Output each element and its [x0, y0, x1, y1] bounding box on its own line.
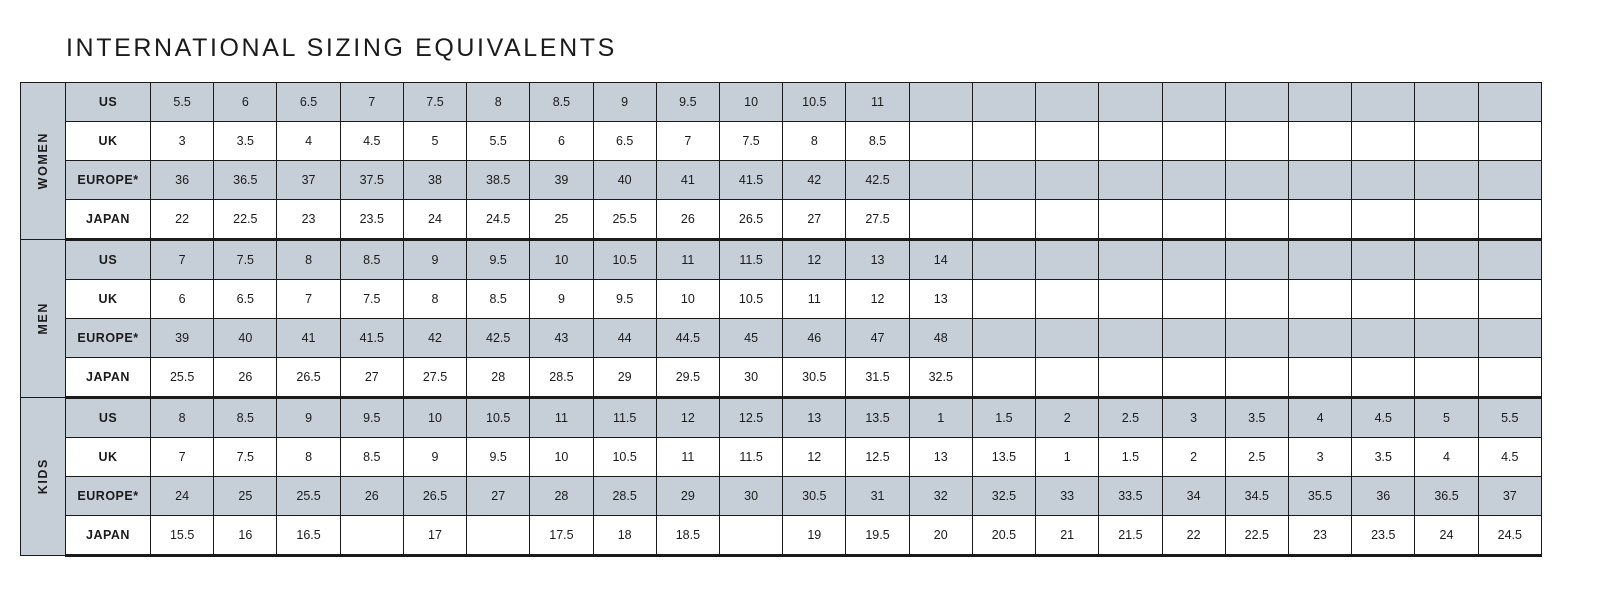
size-cell: 24 — [151, 477, 214, 516]
size-cell — [1036, 358, 1099, 398]
size-cell — [1415, 240, 1478, 280]
size-cell: 41.5 — [719, 161, 782, 200]
size-cell: 28.5 — [593, 477, 656, 516]
size-cell: 45 — [719, 319, 782, 358]
size-cell: 27 — [783, 200, 846, 240]
size-cell: 44 — [593, 319, 656, 358]
size-cell — [1162, 358, 1225, 398]
size-cell: 39 — [151, 319, 214, 358]
size-cell: 4.5 — [1478, 438, 1541, 477]
size-cell: 8.5 — [846, 122, 909, 161]
size-cell: 42.5 — [467, 319, 530, 358]
size-cell: 5.5 — [151, 83, 214, 122]
size-cell: 9.5 — [593, 280, 656, 319]
size-cell: 5 — [403, 122, 466, 161]
row-header-uk: UK — [66, 122, 151, 161]
row-header-japan: JAPAN — [66, 358, 151, 398]
size-cell: 5.5 — [1478, 398, 1541, 438]
size-cell: 13 — [846, 240, 909, 280]
size-cell — [1162, 83, 1225, 122]
size-cell — [1352, 240, 1415, 280]
row-header-us: US — [66, 398, 151, 438]
size-cell — [909, 83, 972, 122]
size-cell: 30.5 — [783, 477, 846, 516]
size-cell: 25 — [530, 200, 593, 240]
size-cell: 23 — [277, 200, 340, 240]
size-cell: 21.5 — [1099, 516, 1162, 556]
size-cell — [1478, 280, 1541, 319]
size-cell: 25.5 — [151, 358, 214, 398]
size-cell: 7 — [151, 438, 214, 477]
size-cell — [1288, 240, 1351, 280]
size-cell — [340, 516, 403, 556]
size-cell: 8 — [277, 438, 340, 477]
size-cell: 8 — [277, 240, 340, 280]
size-cell — [1288, 161, 1351, 200]
size-cell: 32 — [909, 477, 972, 516]
size-cell: 11 — [783, 280, 846, 319]
size-cell: 37 — [277, 161, 340, 200]
size-cell — [1099, 161, 1162, 200]
size-cell — [1162, 161, 1225, 200]
size-cell: 15.5 — [151, 516, 214, 556]
table-row — [21, 83, 1542, 122]
size-cell: 9.5 — [656, 83, 719, 122]
size-cell: 31.5 — [846, 358, 909, 398]
size-cell: 30.5 — [783, 358, 846, 398]
size-cell: 10.5 — [719, 280, 782, 319]
size-cell — [1036, 83, 1099, 122]
group-label-men — [21, 240, 66, 398]
size-cell: 12 — [656, 398, 719, 438]
size-cell — [467, 516, 530, 556]
size-cell: 22.5 — [1225, 516, 1288, 556]
size-cell: 24 — [403, 200, 466, 240]
size-cell — [972, 319, 1035, 358]
size-cell — [1036, 240, 1099, 280]
size-cell: 22.5 — [214, 200, 277, 240]
size-cell: 3.5 — [1352, 438, 1415, 477]
sizing-table-body — [21, 83, 1542, 556]
size-cell: 40 — [214, 319, 277, 358]
table-row — [21, 280, 1542, 319]
size-cell — [1288, 83, 1351, 122]
size-cell: 2 — [1036, 398, 1099, 438]
size-cell — [1288, 358, 1351, 398]
size-cell: 10 — [530, 240, 593, 280]
size-cell: 18 — [593, 516, 656, 556]
size-cell: 20.5 — [972, 516, 1035, 556]
size-cell: 25 — [214, 477, 277, 516]
sizing-table-container — [20, 82, 1542, 557]
size-cell: 42.5 — [846, 161, 909, 200]
size-cell: 9 — [277, 398, 340, 438]
table-row — [21, 516, 1542, 556]
size-cell — [909, 200, 972, 240]
size-cell: 11 — [530, 398, 593, 438]
group-label-text: MEN — [36, 302, 50, 335]
size-cell: 29.5 — [656, 358, 719, 398]
size-cell: 10 — [403, 398, 466, 438]
size-cell: 30 — [719, 477, 782, 516]
size-cell: 20 — [909, 516, 972, 556]
size-cell — [1036, 319, 1099, 358]
size-cell: 1 — [1036, 438, 1099, 477]
size-cell: 31 — [846, 477, 909, 516]
size-cell: 47 — [846, 319, 909, 358]
size-cell: 8 — [467, 83, 530, 122]
size-cell: 5.5 — [467, 122, 530, 161]
size-cell: 26 — [340, 477, 403, 516]
size-cell — [1415, 83, 1478, 122]
size-cell — [1225, 319, 1288, 358]
size-cell — [1478, 161, 1541, 200]
size-cell: 9.5 — [340, 398, 403, 438]
size-cell: 10.5 — [467, 398, 530, 438]
size-cell — [1415, 161, 1478, 200]
size-cell — [1352, 83, 1415, 122]
size-cell: 48 — [909, 319, 972, 358]
size-cell: 3 — [1288, 438, 1351, 477]
size-cell: 6 — [151, 280, 214, 319]
size-cell: 8.5 — [530, 83, 593, 122]
table-row — [21, 477, 1542, 516]
row-header-uk: UK — [66, 438, 151, 477]
size-cell: 13 — [783, 398, 846, 438]
size-cell: 34.5 — [1225, 477, 1288, 516]
size-cell: 12 — [783, 438, 846, 477]
size-cell — [1099, 319, 1162, 358]
row-header-japan: JAPAN — [66, 516, 151, 556]
size-cell — [1288, 319, 1351, 358]
size-cell: 13.5 — [846, 398, 909, 438]
size-cell: 22 — [1162, 516, 1225, 556]
size-cell — [1099, 83, 1162, 122]
size-cell: 9 — [403, 438, 466, 477]
size-cell: 7 — [656, 122, 719, 161]
size-cell: 12 — [846, 280, 909, 319]
size-cell — [1036, 200, 1099, 240]
size-cell: 4.5 — [1352, 398, 1415, 438]
size-cell — [1352, 319, 1415, 358]
size-cell — [1099, 122, 1162, 161]
size-cell: 3 — [1162, 398, 1225, 438]
size-cell — [1225, 240, 1288, 280]
size-cell: 27 — [340, 358, 403, 398]
size-cell — [1162, 122, 1225, 161]
size-cell: 3 — [151, 122, 214, 161]
size-cell: 33 — [1036, 477, 1099, 516]
size-cell: 33.5 — [1099, 477, 1162, 516]
size-cell: 36.5 — [214, 161, 277, 200]
size-cell: 24.5 — [467, 200, 530, 240]
size-cell: 9 — [530, 280, 593, 319]
size-cell: 28 — [467, 358, 530, 398]
size-cell — [1478, 122, 1541, 161]
size-cell: 36 — [1352, 477, 1415, 516]
size-cell — [1225, 83, 1288, 122]
size-cell — [909, 161, 972, 200]
table-row — [21, 358, 1542, 398]
size-cell: 32.5 — [909, 358, 972, 398]
size-cell: 30 — [719, 358, 782, 398]
size-cell: 1.5 — [972, 398, 1035, 438]
size-cell: 7.5 — [214, 240, 277, 280]
size-cell: 25.5 — [277, 477, 340, 516]
size-cell: 9 — [403, 240, 466, 280]
size-cell: 36 — [151, 161, 214, 200]
size-cell: 26.5 — [403, 477, 466, 516]
size-cell: 42 — [783, 161, 846, 200]
size-cell — [1099, 358, 1162, 398]
size-cell: 28 — [530, 477, 593, 516]
size-cell — [1225, 280, 1288, 319]
row-header-europe: EUROPE* — [66, 319, 151, 358]
size-cell — [1288, 122, 1351, 161]
size-cell — [1415, 280, 1478, 319]
size-cell: 2.5 — [1099, 398, 1162, 438]
size-cell: 4 — [277, 122, 340, 161]
size-cell: 38 — [403, 161, 466, 200]
table-row — [21, 438, 1542, 477]
size-cell: 25.5 — [593, 200, 656, 240]
size-cell — [1352, 161, 1415, 200]
size-cell — [1225, 200, 1288, 240]
size-cell: 37 — [1478, 477, 1541, 516]
size-cell: 37.5 — [340, 161, 403, 200]
size-cell — [1478, 200, 1541, 240]
size-cell: 6.5 — [214, 280, 277, 319]
size-cell: 8 — [403, 280, 466, 319]
size-cell — [1352, 358, 1415, 398]
size-cell: 27.5 — [846, 200, 909, 240]
row-header-us: US — [66, 83, 151, 122]
size-cell: 8.5 — [467, 280, 530, 319]
group-label-women — [21, 83, 66, 240]
size-cell: 9.5 — [467, 438, 530, 477]
size-cell: 13.5 — [972, 438, 1035, 477]
size-cell: 11 — [656, 438, 719, 477]
size-cell: 23.5 — [340, 200, 403, 240]
size-cell: 10 — [719, 83, 782, 122]
size-cell: 5 — [1415, 398, 1478, 438]
size-cell: 8.5 — [340, 240, 403, 280]
row-header-europe: EUROPE* — [66, 477, 151, 516]
size-cell: 41.5 — [340, 319, 403, 358]
size-cell: 46 — [783, 319, 846, 358]
size-cell: 9 — [593, 83, 656, 122]
size-cell: 6 — [530, 122, 593, 161]
size-cell: 3.5 — [1225, 398, 1288, 438]
table-row — [21, 319, 1542, 358]
size-cell — [1415, 200, 1478, 240]
size-cell: 10.5 — [783, 83, 846, 122]
size-cell: 1 — [909, 398, 972, 438]
size-cell: 7 — [277, 280, 340, 319]
size-cell: 19.5 — [846, 516, 909, 556]
size-cell — [1288, 200, 1351, 240]
size-cell — [1478, 83, 1541, 122]
size-cell: 26 — [656, 200, 719, 240]
size-cell: 13 — [909, 280, 972, 319]
size-cell: 4 — [1288, 398, 1351, 438]
size-cell: 29 — [593, 358, 656, 398]
size-cell — [719, 516, 782, 556]
size-cell: 29 — [656, 477, 719, 516]
size-cell — [1099, 240, 1162, 280]
size-cell: 4.5 — [340, 122, 403, 161]
row-header-uk: UK — [66, 280, 151, 319]
size-cell: 16 — [214, 516, 277, 556]
size-cell: 27 — [467, 477, 530, 516]
size-cell: 7 — [151, 240, 214, 280]
size-cell: 24.5 — [1478, 516, 1541, 556]
size-cell — [1036, 161, 1099, 200]
table-row — [21, 200, 1542, 240]
size-cell — [1352, 280, 1415, 319]
size-cell: 7.5 — [403, 83, 466, 122]
size-cell: 39 — [530, 161, 593, 200]
size-cell: 23.5 — [1352, 516, 1415, 556]
size-cell — [1415, 358, 1478, 398]
size-cell: 11 — [846, 83, 909, 122]
row-header-us: US — [66, 240, 151, 280]
size-cell: 10 — [656, 280, 719, 319]
size-cell: 40 — [593, 161, 656, 200]
size-cell — [1478, 358, 1541, 398]
size-cell — [1415, 122, 1478, 161]
size-cell — [1036, 280, 1099, 319]
size-cell: 11 — [656, 240, 719, 280]
size-cell: 7.5 — [719, 122, 782, 161]
size-cell — [1225, 161, 1288, 200]
size-cell: 2 — [1162, 438, 1225, 477]
size-cell: 7 — [340, 83, 403, 122]
size-cell — [1352, 122, 1415, 161]
size-cell: 42 — [403, 319, 466, 358]
size-cell: 8 — [783, 122, 846, 161]
size-cell: 41 — [277, 319, 340, 358]
size-cell: 6.5 — [277, 83, 340, 122]
size-cell: 16.5 — [277, 516, 340, 556]
group-label-text: WOMEN — [36, 132, 50, 190]
size-cell: 11.5 — [593, 398, 656, 438]
table-row — [21, 240, 1542, 280]
size-cell: 8 — [151, 398, 214, 438]
size-cell: 6 — [214, 83, 277, 122]
row-header-europe: EUROPE* — [66, 161, 151, 200]
size-cell: 22 — [151, 200, 214, 240]
size-cell: 27.5 — [403, 358, 466, 398]
size-cell — [1099, 200, 1162, 240]
size-cell: 17.5 — [530, 516, 593, 556]
size-cell — [972, 161, 1035, 200]
size-cell — [972, 280, 1035, 319]
size-cell: 12.5 — [719, 398, 782, 438]
size-cell: 10 — [530, 438, 593, 477]
size-cell — [1162, 280, 1225, 319]
size-cell: 44.5 — [656, 319, 719, 358]
size-cell — [1415, 319, 1478, 358]
size-cell: 34 — [1162, 477, 1225, 516]
table-row — [21, 161, 1542, 200]
size-cell: 2.5 — [1225, 438, 1288, 477]
size-cell — [1225, 122, 1288, 161]
size-cell — [1352, 200, 1415, 240]
size-cell — [1288, 280, 1351, 319]
size-cell: 3.5 — [214, 122, 277, 161]
size-cell: 9.5 — [467, 240, 530, 280]
group-label-text: KIDS — [36, 458, 50, 495]
size-cell — [972, 200, 1035, 240]
size-cell: 12 — [783, 240, 846, 280]
size-cell — [1225, 358, 1288, 398]
size-cell: 24 — [1415, 516, 1478, 556]
size-cell — [972, 122, 1035, 161]
size-cell: 4 — [1415, 438, 1478, 477]
size-cell: 1.5 — [1099, 438, 1162, 477]
size-cell: 35.5 — [1288, 477, 1351, 516]
table-row — [21, 398, 1542, 438]
sizing-table — [20, 82, 1542, 557]
size-cell: 7.5 — [340, 280, 403, 319]
size-cell: 8.5 — [214, 398, 277, 438]
size-cell — [909, 122, 972, 161]
size-cell — [972, 83, 1035, 122]
size-cell: 14 — [909, 240, 972, 280]
size-cell: 6.5 — [593, 122, 656, 161]
size-cell: 28.5 — [530, 358, 593, 398]
size-cell: 11.5 — [719, 240, 782, 280]
table-row — [21, 122, 1542, 161]
size-cell — [972, 358, 1035, 398]
size-cell: 23 — [1288, 516, 1351, 556]
size-cell: 11.5 — [719, 438, 782, 477]
size-cell: 19 — [783, 516, 846, 556]
size-cell: 26 — [214, 358, 277, 398]
size-cell: 26.5 — [719, 200, 782, 240]
size-cell: 12.5 — [846, 438, 909, 477]
size-cell: 10.5 — [593, 438, 656, 477]
size-cell: 21 — [1036, 516, 1099, 556]
size-cell — [1478, 240, 1541, 280]
size-cell: 13 — [909, 438, 972, 477]
size-cell — [1162, 319, 1225, 358]
size-cell: 7.5 — [214, 438, 277, 477]
size-cell — [1162, 200, 1225, 240]
row-header-japan: JAPAN — [66, 200, 151, 240]
size-cell: 26.5 — [277, 358, 340, 398]
size-cell — [1162, 240, 1225, 280]
size-cell — [1478, 319, 1541, 358]
size-cell — [1036, 122, 1099, 161]
size-cell: 32.5 — [972, 477, 1035, 516]
size-cell: 41 — [656, 161, 719, 200]
size-cell — [972, 240, 1035, 280]
page-title: INTERNATIONAL SIZING EQUIVALENTS — [66, 34, 617, 62]
group-label-kids — [21, 398, 66, 556]
size-cell: 10.5 — [593, 240, 656, 280]
size-cell: 38.5 — [467, 161, 530, 200]
size-cell: 43 — [530, 319, 593, 358]
size-cell: 36.5 — [1415, 477, 1478, 516]
size-cell — [1099, 280, 1162, 319]
size-cell: 18.5 — [656, 516, 719, 556]
size-cell: 8.5 — [340, 438, 403, 477]
size-cell: 17 — [403, 516, 466, 556]
